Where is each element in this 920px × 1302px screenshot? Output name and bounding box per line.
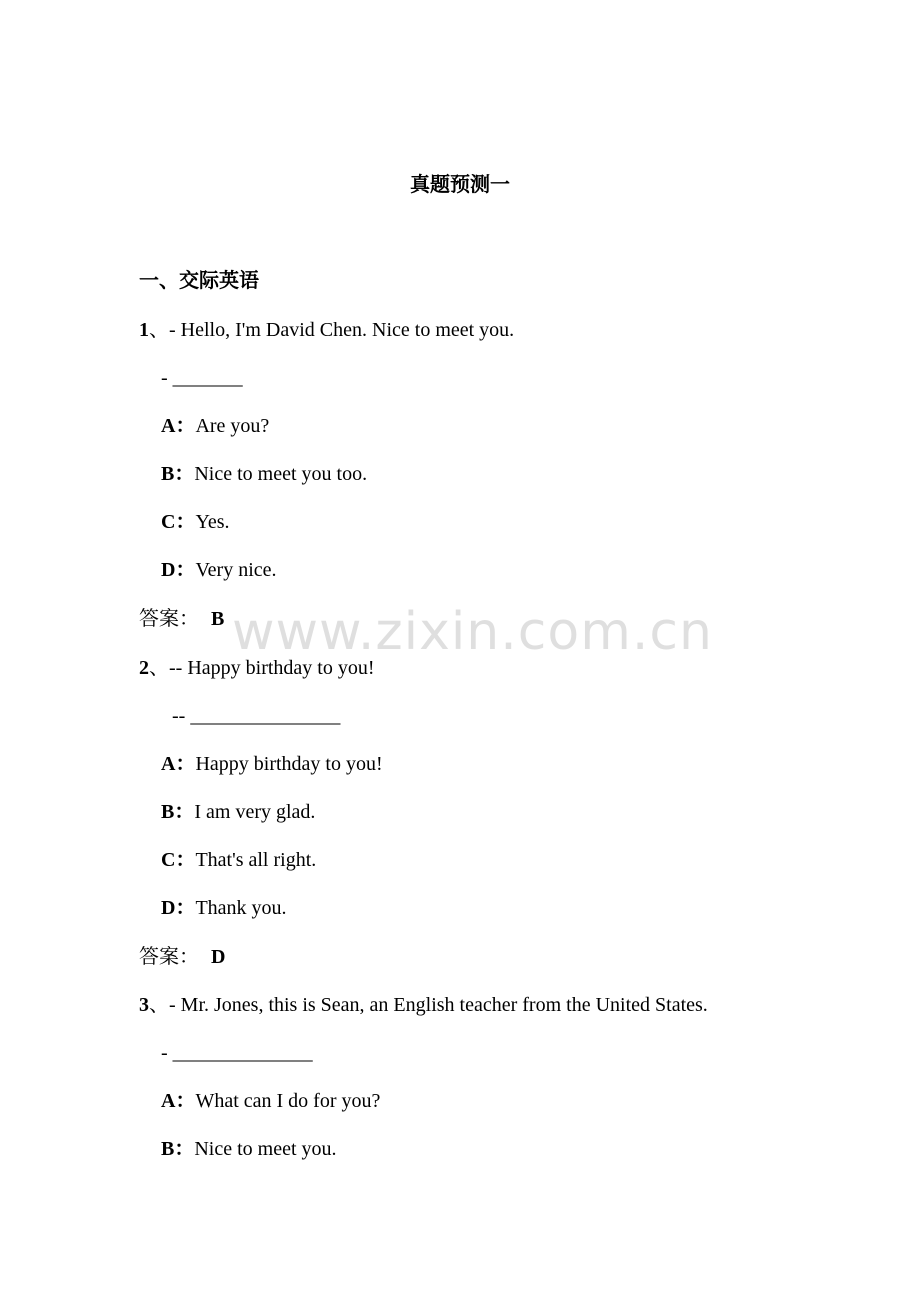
option-key: A — [161, 1090, 176, 1112]
option-key: D — [161, 559, 176, 581]
option-text: That's all right. — [195, 849, 317, 871]
option-separator: ： — [174, 801, 195, 823]
option-separator: ： — [175, 849, 196, 871]
question-1-option-d — [161, 558, 277, 582]
page-title: 真题预测一 — [410, 172, 510, 196]
option-separator: ： — [175, 1090, 196, 1112]
question-1-option-b — [161, 462, 367, 486]
answer-value: B — [211, 608, 225, 630]
option-separator: ： — [174, 463, 195, 485]
question-1-response-blank: - _______ — [161, 367, 243, 389]
question-2-answer — [139, 944, 225, 969]
question-2-option-d — [161, 896, 287, 920]
answer-value: D — [211, 946, 226, 968]
watermark: www.zixin.com.cn — [232, 602, 713, 662]
option-key: B — [161, 1138, 175, 1160]
option-text: I am very glad. — [194, 801, 316, 823]
question-3-option-a — [161, 1089, 380, 1113]
option-text: Nice to meet you too. — [194, 463, 368, 485]
option-text: Thank you. — [195, 897, 287, 919]
question-number: 2 — [139, 657, 149, 679]
option-key: B — [161, 801, 175, 823]
option-text: Happy birthday to you! — [195, 753, 383, 775]
question-1-prompt — [139, 318, 514, 342]
option-text: What can I do for you? — [195, 1090, 381, 1112]
question-2-option-b — [161, 800, 315, 824]
question-number: 1 — [139, 319, 149, 341]
answer-label: 答案： — [139, 606, 199, 630]
option-key: C — [161, 511, 176, 533]
answer-label: 答案： — [139, 944, 199, 968]
option-text: Very nice. — [195, 559, 277, 581]
section-heading: 一、交际英语 — [139, 268, 259, 292]
question-1-option-c — [161, 510, 230, 534]
question-2-option-a — [161, 752, 383, 776]
question-text: - Hello, I'm David Chen. Nice to meet you. — [169, 319, 515, 341]
question-2-response-blank: -- _______________ — [172, 705, 341, 727]
option-key: D — [161, 897, 176, 919]
question-separator: 、 — [149, 657, 169, 679]
option-key: A — [161, 753, 176, 775]
question-1-answer — [139, 606, 224, 631]
question-1-option-a — [161, 414, 269, 438]
question-text: -- Happy birthday to you! — [169, 657, 375, 679]
question-separator: 、 — [149, 319, 169, 341]
option-separator: ： — [175, 753, 196, 775]
question-3-response-blank: - ______________ — [161, 1042, 313, 1064]
option-separator: ： — [175, 415, 196, 437]
question-2-option-c — [161, 848, 316, 872]
option-separator: ： — [175, 897, 196, 919]
option-key: C — [161, 849, 176, 871]
option-key: A — [161, 415, 176, 437]
option-separator: ： — [175, 511, 196, 533]
option-key: B — [161, 463, 175, 485]
option-separator: ： — [174, 1138, 195, 1160]
question-3-option-b — [161, 1137, 337, 1161]
option-text: Yes. — [195, 511, 230, 533]
question-text: - Mr. Jones, this is Sean, an English teacher from the United States. — [169, 994, 708, 1016]
option-text: Are you? — [195, 415, 270, 437]
option-separator: ： — [175, 559, 196, 581]
question-number: 3 — [139, 994, 149, 1016]
option-text: Nice to meet you. — [194, 1138, 337, 1160]
question-separator: 、 — [149, 994, 169, 1016]
question-3-prompt — [139, 993, 708, 1017]
